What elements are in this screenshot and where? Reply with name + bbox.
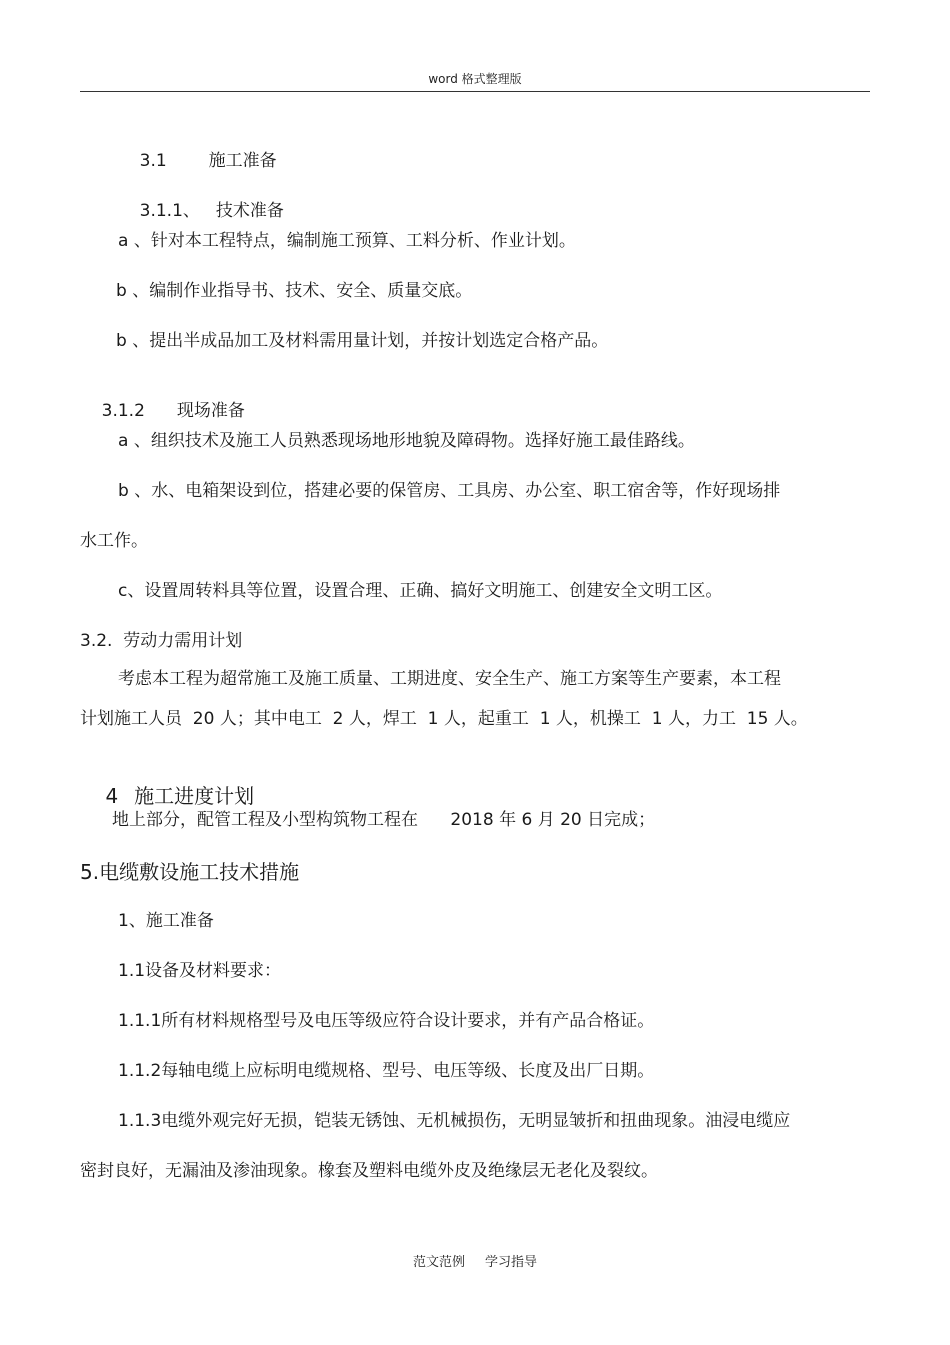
subsection-heading: 1、施工准备: [118, 911, 214, 931]
paragraph-item: b 、编制作业指导书、技术、安全、质量交底。: [116, 281, 473, 301]
header-divider: [80, 91, 870, 92]
paragraph-item: 1.1.1所有材料规格型号及电压等级应符合设计要求，并有产品合格证。: [118, 1011, 655, 1031]
paragraph: 考虑本工程为超常施工及施工质量、工期进度、安全生产、施工方案等生产要素，本工程: [118, 669, 781, 689]
paragraph-item: a 、针对本工程特点，编制施工预算、工料分析、作业计划。: [118, 231, 576, 251]
section-3-2-heading: 3.2. 劳动力需用计划: [80, 631, 243, 651]
section-5-heading: 5.电缆敷设施工技术措施: [80, 860, 300, 884]
section-number: 3.1: [139, 151, 167, 171]
paragraph-item: c、设置周转料具等位置，设置合理、正确、搞好文明施工、创建安全文明工区。: [118, 581, 723, 601]
section-title: 现场准备: [176, 401, 245, 421]
paragraph-continuation: 计划施工人员 20 人；其中电工 2 人，焊工 1 人，起重工 1 人，机操工 1 人，力工 15 人。: [80, 709, 808, 729]
footer-right-text: 学习指导: [485, 1255, 538, 1270]
page-header: word 格式整理版: [428, 72, 522, 86]
section-number: 3.1.2: [101, 401, 145, 421]
section-title: 技术准备: [215, 201, 284, 221]
footer-left-text: 范文范例: [412, 1255, 465, 1270]
page-footer: [0, 1251, 950, 1270]
section-number: 3.1.1、: [139, 201, 200, 221]
section-title: 施工准备: [208, 151, 277, 171]
paragraph-item: 1.1.2每轴电缆上应标明电缆规格、型号、电压等级、长度及出厂日期。: [118, 1061, 655, 1081]
paragraph-item: a 、组织技术及施工人员熟悉现场地形地貌及障碍物。选择好施工最佳路线。: [118, 431, 695, 451]
paragraph-continuation: 水工作。: [80, 531, 148, 551]
subsection-heading: 1.1设备及材料要求：: [118, 961, 282, 981]
paragraph: 地上部分，配管工程及小型构筑物工程在 2018 年 6 月 20 日完成；: [112, 810, 656, 830]
paragraph-continuation: 密封良好，无漏油及渗油现象。橡套及塑料电缆外皮及绝缘层无老化及裂纹。: [80, 1161, 658, 1181]
paragraph-item: 1.1.3电缆外观完好无损，铠装无锈蚀、无机械损伤，无明显皱折和扭曲现象。油浸电缆应: [118, 1111, 791, 1131]
section-number: 4: [105, 784, 119, 808]
section-title: 施工进度计划: [134, 784, 255, 808]
paragraph-item: b 、水、电箱架设到位，搭建必要的保管房、工具房、办公室、职工宿舍等，作好现场排: [118, 481, 781, 501]
paragraph-item: b 、提出半成品加工及材料需用量计划，并按计划选定合格产品。: [116, 331, 609, 351]
